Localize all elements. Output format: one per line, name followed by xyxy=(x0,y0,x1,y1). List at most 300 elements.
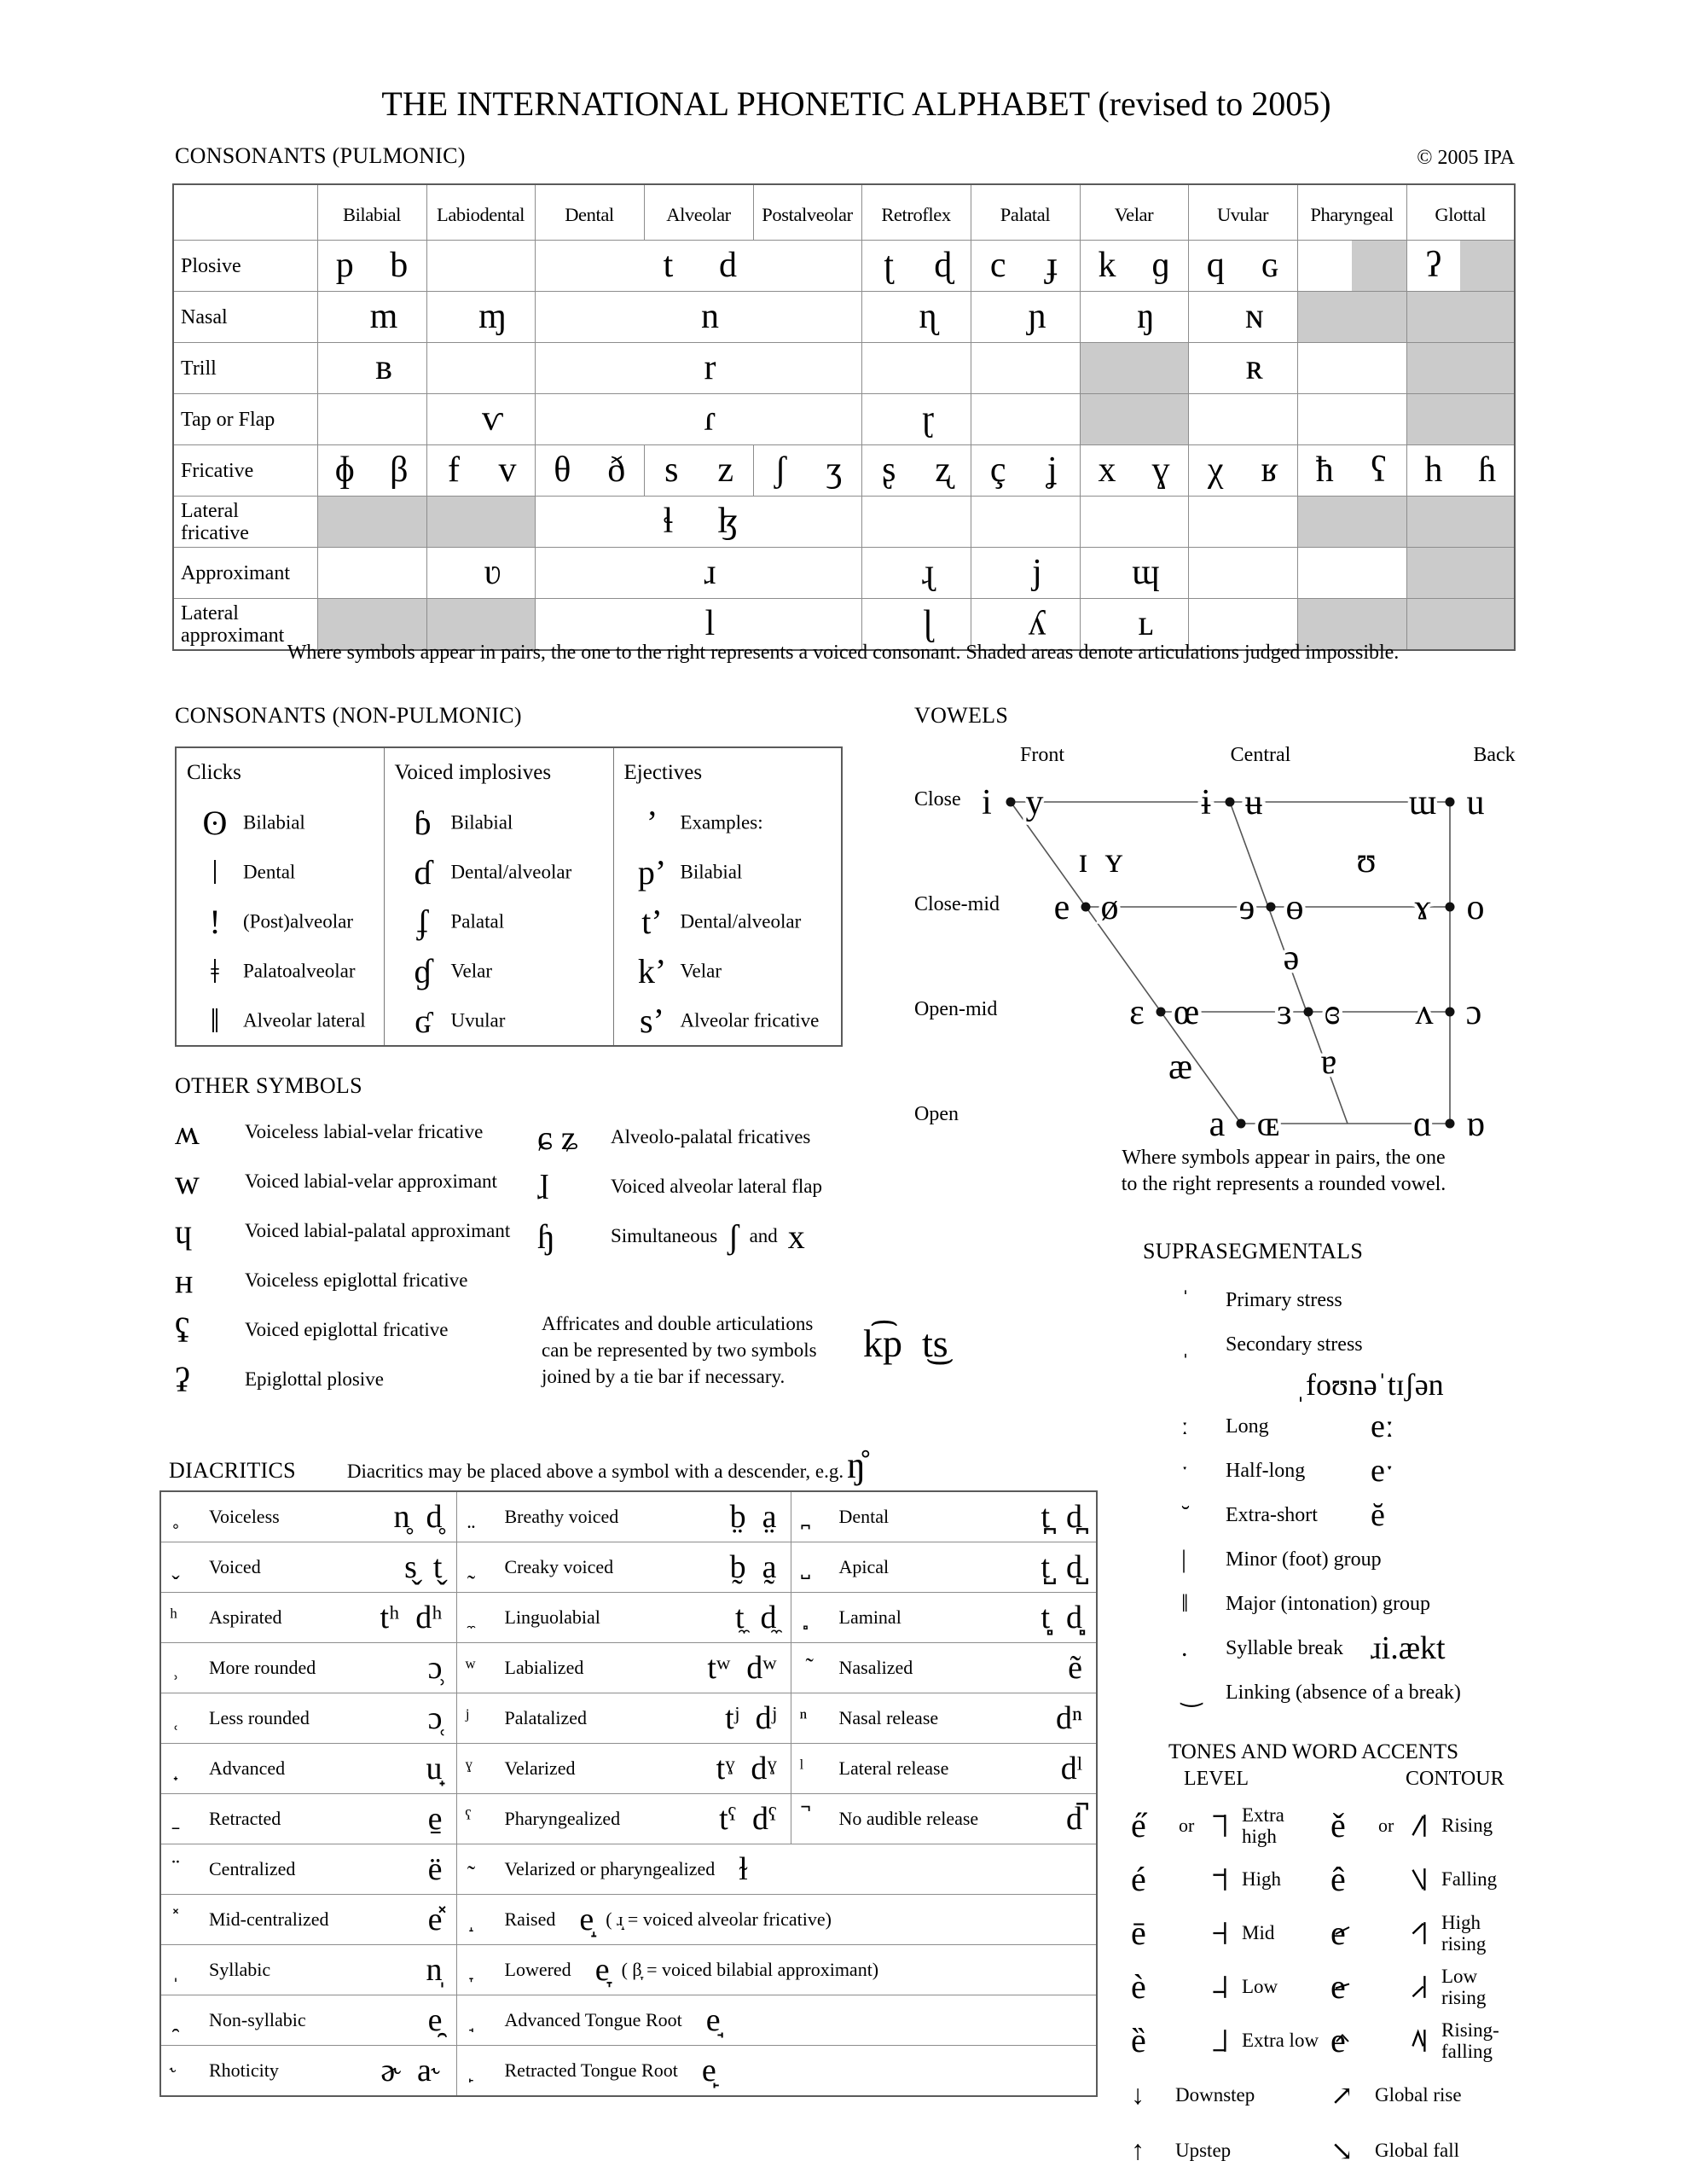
pulmonic-ph: Postalveolar xyxy=(762,204,853,225)
vowel-e: e xyxy=(1053,888,1070,927)
and-text: and xyxy=(749,1225,778,1246)
diacritics-dy: ʲ xyxy=(465,1705,469,1731)
vowel-note-line1: Where symbols appear in pairs, the one xyxy=(1122,1147,1446,1169)
nonpulmonic-npl: Palatoalveolar xyxy=(243,960,356,981)
diacritics-cell-r1-c1 xyxy=(456,1542,791,1593)
pulmonic-cell-r3-c2 xyxy=(426,343,535,394)
suprasegmental-item xyxy=(1181,1493,1642,1537)
vowel-reversed-epsilon: ɜ xyxy=(1277,993,1292,1032)
ipa-symbol: ʜ xyxy=(175,1261,194,1300)
diacritics-dl: Velarized or pharyngealized xyxy=(504,1858,716,1879)
pulmonic-cell-r0-c1 xyxy=(317,184,426,241)
vowel-barred-i: ɨ xyxy=(1201,783,1211,822)
diacritics-dy: ̞ xyxy=(465,1956,472,1983)
diacritics-cell-r1-c2 xyxy=(791,1542,1097,1593)
tone-step-item xyxy=(1131,2123,1332,2178)
tone-contour-item xyxy=(1330,1852,1586,1906)
tones-contour-label: CONTOUR xyxy=(1406,1768,1504,1790)
pulmonic-cell-r6-c4 xyxy=(861,497,971,548)
nonpulmonic-npl: Examples: xyxy=(680,811,763,833)
other-symbol-item xyxy=(175,1157,542,1206)
diacritics-heading xyxy=(169,1443,1192,1487)
pulmonic-h: ɡ xyxy=(1151,246,1170,285)
pulmonic-h: ç xyxy=(989,450,1006,490)
tone-bar-icon xyxy=(1211,1974,1242,2000)
pulmonic-cell-r4-c2 xyxy=(426,394,535,445)
pulmonic-cell-r0-c6 xyxy=(861,184,971,241)
pulmonic-h: ɟ xyxy=(1046,246,1058,285)
nonpulmonic-nph: Ejectives xyxy=(623,761,703,784)
suprasegmental-label: Syllable break xyxy=(1226,1636,1343,1659)
pulmonic-cell-r0-c3 xyxy=(535,184,644,241)
pulmonic-cell-r6-c9 xyxy=(1406,497,1515,548)
diacritics-dl: Advanced Tongue Root xyxy=(504,2009,682,2030)
diacritics-dy: ̟ xyxy=(170,1755,176,1781)
suprasegmental-label: Major (intonation) group xyxy=(1226,1592,1430,1615)
pulmonic-h: b xyxy=(390,246,409,285)
pulmonic-cell-r2-c4 xyxy=(861,292,971,343)
pulmonic-cell-r7-c1 xyxy=(317,548,426,599)
nonpulmonic-cell-r0-c0 xyxy=(176,747,384,798)
suprasegmental-item xyxy=(1181,1449,1642,1493)
diacritics-dx: u̟ xyxy=(426,1751,443,1786)
tone-label: Global rise xyxy=(1375,2083,1462,2106)
pulmonic-cell-r2-c6 xyxy=(1080,292,1188,343)
pulmonic-s: ɴ xyxy=(1245,297,1264,336)
diacritics-cell-r6-c1 xyxy=(456,1794,791,1844)
diacritics-cell-r2-c0 xyxy=(160,1593,456,1643)
pulmonic-cell-r7-c4 xyxy=(861,548,971,599)
vowel-oe: œ xyxy=(1173,993,1200,1032)
pulmonic-cell-r7-c5 xyxy=(971,548,1080,599)
diacritics-dl: Rhoticity xyxy=(209,2059,279,2081)
page-title: THE INTERNATIONAL PHONETIC ALPHABET (revised to 2005) xyxy=(381,84,1331,123)
pulmonic-cell-r7-c0 xyxy=(173,548,317,599)
pulmonic-cell-r3-c1 xyxy=(317,343,426,394)
pulmonic-cell-r3-c6 xyxy=(1080,343,1188,394)
diacritics-cell-r11-c0 xyxy=(160,2046,456,2097)
tone-label: Low xyxy=(1242,1976,1278,1997)
tone-label: Falling xyxy=(1441,1868,1498,1890)
nonpulmonic-npl: Palatal xyxy=(450,910,505,932)
pulmonic-cell-r3-c8 xyxy=(1297,343,1406,394)
diacritics-cell-r3-c0 xyxy=(160,1643,456,1693)
diacritics-dl: Non-syllabic xyxy=(209,2009,306,2030)
other-symbol-item xyxy=(175,1305,542,1355)
pulmonic-s: ɾ xyxy=(704,399,716,439)
vowel-i: i xyxy=(982,783,992,822)
diacritics-dy: ̜ xyxy=(170,1705,176,1731)
diacritics-dy: ̯ xyxy=(170,2007,176,2033)
pulmonic-cell-r5-c0 xyxy=(173,445,317,497)
affricates-note-line2: can be represented by two symbols xyxy=(542,1339,817,1361)
pulmonic-cell-r7-c7 xyxy=(1188,548,1297,599)
diacritics-dx: tʰ dʰ xyxy=(380,1600,443,1635)
pulmonic-cell-r7-c2 xyxy=(426,548,535,599)
suprasegmental-example: eː xyxy=(1371,1409,1394,1444)
pulmonic-s: ʎ xyxy=(1028,604,1046,643)
suprasegmental-label: Linking (absence of a break) xyxy=(1226,1681,1461,1704)
nonpulmonic-npl: Alveolar lateral xyxy=(243,1009,366,1031)
tone-contour-item xyxy=(1330,1798,1586,1852)
vowel-rams-horn: ɤ xyxy=(1414,888,1431,927)
simultaneous-label: Simultaneous xyxy=(611,1225,718,1246)
ipa-symbol-label: Voiced labial-velar approximant xyxy=(245,1170,497,1192)
pulmonic-rl: Lateral xyxy=(181,499,239,522)
diacritics-cell-r3-c1 xyxy=(456,1643,791,1693)
diacritics-dl: Labialized xyxy=(504,1657,584,1678)
tone-glide-item xyxy=(1330,2067,1586,2123)
nonpulmonic-npl: Dental/alveolar xyxy=(450,861,572,882)
pulmonic-cell-r1-c8 xyxy=(1297,241,1406,292)
vowel-central-label: Central xyxy=(1230,744,1291,766)
tone-bar-icon xyxy=(1411,1813,1441,1838)
pulmonic-cell-r4-c8 xyxy=(1297,394,1406,445)
diacritics-dl: Mid-centralized xyxy=(209,1908,329,1930)
pulmonic-cell-r2-c5 xyxy=(971,292,1080,343)
diacritics-dx: t̪ d̪ xyxy=(1041,1499,1082,1535)
vowel-note xyxy=(1096,1145,1471,1198)
nonpulmonic-cell-r1-c0 xyxy=(176,798,384,847)
diacritics-dx: n̩ xyxy=(426,1952,443,1988)
diacritics-dl: Nasal release xyxy=(838,1707,939,1728)
tone-bar-icon xyxy=(1211,1867,1242,1892)
vowel-note-line2: to the right represents a rounded vowel. xyxy=(1121,1173,1446,1195)
tone-letter-example: ě xyxy=(1330,1806,1346,1844)
diacritics-example: ŋ̊ xyxy=(847,1444,866,1486)
pulmonic-cell-r1-c6 xyxy=(1080,241,1188,292)
pulmonic-cell-r2-c3 xyxy=(535,292,861,343)
vowel-small-i: ɪ xyxy=(1078,841,1088,880)
diacritics-dy: ̠ xyxy=(170,1805,176,1832)
diacritics-dy: ʰ xyxy=(170,1604,177,1630)
esh-symbol: ʃ xyxy=(728,1217,739,1256)
pulmonic-h: ʒ xyxy=(826,450,843,490)
tone-label: Low rising xyxy=(1441,1965,1487,2008)
nonpulmonic-npl: Velar xyxy=(450,960,493,981)
diacritics-dx: b̤ a̤ xyxy=(729,1499,777,1535)
diacritics-cell-r0-c2 xyxy=(791,1491,1097,1542)
tone-glide-item xyxy=(1330,2123,1586,2178)
vowel-close-label: Close xyxy=(914,788,961,810)
nonpulmonic-cell-r3-c0 xyxy=(176,897,384,946)
nonpulmonic-nps: ǃ xyxy=(209,902,221,941)
tones-level-list xyxy=(1131,1798,1332,2178)
diacritics-dy: ̻ xyxy=(799,1604,806,1630)
pulmonic-s: ʋ xyxy=(484,553,501,592)
pulmonic-s: ɰ xyxy=(1132,553,1160,592)
nonpulmonic-nps: sʼ xyxy=(640,1001,664,1040)
nonpulmonic-nps: ɠ xyxy=(414,951,432,990)
pulmonic-h: ʈ xyxy=(884,246,895,285)
pulmonic-cell-r6-c6 xyxy=(1080,497,1188,548)
ipa-symbol-label: Voiced epiglottal fricative xyxy=(245,1319,449,1340)
nonpulmonic-nps: ʛ xyxy=(415,1001,431,1040)
diacritics-dl: Linguolabial xyxy=(504,1606,600,1628)
vowel-a: a xyxy=(1209,1105,1226,1144)
pulmonic-s: ɲ xyxy=(1028,297,1046,336)
diacritics-dl: Breathy voiced xyxy=(504,1506,619,1527)
pulmonic-rl: Tap or Flap xyxy=(181,408,275,431)
diacritics-dl: Voiced xyxy=(209,1556,261,1577)
tone-letter-example: ȅ xyxy=(1131,2021,1146,2059)
pulmonic-s: ɽ xyxy=(922,399,934,439)
pulmonic-cell-r5-c7 xyxy=(971,445,1080,497)
diacritics-dx: e̝ xyxy=(579,1902,594,1937)
tone-letter-example: e xyxy=(1330,1966,1378,2007)
diacritics-dl: Advanced xyxy=(209,1757,286,1779)
diacritics-title: DIACRITICS xyxy=(169,1458,296,1483)
pulmonic-cell-r3-c9 xyxy=(1406,343,1515,394)
pulmonic-h: ð xyxy=(607,450,626,490)
diacritics-cell-r1-c0 xyxy=(160,1542,456,1593)
ipa-symbol: w xyxy=(175,1162,200,1201)
diacritics-cell-r7-c0 xyxy=(160,1844,456,1895)
pulmonic-cell-r5-c6 xyxy=(861,445,971,497)
tone-bar-icon xyxy=(1411,1974,1441,2000)
suprasegmental-label: Half-long xyxy=(1226,1459,1306,1482)
pulmonic-cell-r0-c5 xyxy=(753,184,861,241)
pulmonic-s: j xyxy=(1032,553,1042,592)
pulmonic-h: f xyxy=(448,450,460,490)
diacritics-dy: ̼ xyxy=(465,1604,472,1630)
tone-bar-icon xyxy=(1211,2028,1242,2053)
suprasegmental-item xyxy=(1181,1278,1642,1322)
suprasegmental-symbol: ˌ xyxy=(1181,1330,1190,1358)
nonpulmonic-nps: ɓ xyxy=(414,803,432,842)
suprasegmental-item xyxy=(1181,1322,1642,1404)
vowel-capital-oe: ɶ xyxy=(1256,1105,1280,1144)
diacritics-note: Diacritics may be placed above a symbol with a descender, e.g. xyxy=(346,1461,844,1482)
pulmonic-s: ɭ xyxy=(923,604,933,643)
suprasegmental-symbol: ‖ xyxy=(1181,1589,1189,1618)
diacritics-dx: e̽ xyxy=(427,1902,443,1937)
nonpulmonic-cell-r4-c2 xyxy=(613,946,842,996)
nonpulmonic-nph: Voiced implosives xyxy=(394,761,552,784)
diacritics-dx: dⁿ xyxy=(1056,1700,1082,1736)
pulmonic-h: ɸ xyxy=(334,450,355,490)
pulmonic-ph: Alveolar xyxy=(666,204,731,225)
nonpulmonic-cell-r1-c2 xyxy=(613,798,842,847)
suprasegmentals-list xyxy=(1181,1278,1642,1715)
diacritics-dx: tʲ dʲ xyxy=(725,1700,777,1736)
pulmonic-cell-r0-c8 xyxy=(1080,184,1188,241)
diacritics-table xyxy=(159,1490,1098,2097)
pulmonic-cell-r3-c4 xyxy=(861,343,971,394)
pulmonic-cell-r5-c1 xyxy=(317,445,426,497)
tone-bar-icon xyxy=(1211,1920,1242,1946)
diacritics-dy: ̤ xyxy=(465,1503,472,1530)
tone-level-item xyxy=(1131,1906,1332,1960)
vowel-open-label: Open xyxy=(914,1103,959,1125)
diacritics-dx: e̠ xyxy=(427,1801,443,1837)
diacritics-cell-r4-c0 xyxy=(160,1693,456,1744)
diacritics-cell-r10-c1 xyxy=(456,1995,1097,2046)
diacritics-cell-r5-c0 xyxy=(160,1744,456,1794)
or-text: or xyxy=(1378,1814,1394,1836)
vowel-o: o xyxy=(1466,888,1485,927)
diacritics-dl: Lateral release xyxy=(838,1757,949,1779)
pulmonic-cell-r1-c7 xyxy=(1188,241,1297,292)
nonpulmonic-cell-r2-c0 xyxy=(176,847,384,897)
pulmonic-h: p xyxy=(335,246,354,285)
pulmonic-h sh xyxy=(1352,241,1406,291)
ipa-symbol: ɥ xyxy=(175,1211,192,1251)
other-symbols-left-list xyxy=(175,1107,542,1404)
other-symbol-item xyxy=(175,1355,542,1404)
pulmonic-cell-r0-c4 xyxy=(644,184,753,241)
diacritics-dy: ˞ xyxy=(170,2057,178,2083)
ipa-symbol-label: Voiceless labial-velar fricative xyxy=(245,1121,484,1142)
pulmonic-cell-r4-c0 xyxy=(173,394,317,445)
pulmonic-s: ɳ xyxy=(919,297,937,336)
vowel-barred-o: ɵ xyxy=(1285,888,1304,927)
tone-bar-icon xyxy=(1411,1920,1441,1946)
pulmonic-cell-r6-c2 xyxy=(426,497,535,548)
tone-label: Extra low xyxy=(1242,2030,1319,2051)
diacritics-cell-r2-c1 xyxy=(456,1593,791,1643)
ipa-symbol-label: Voiceless epiglottal fricative xyxy=(245,1269,468,1291)
diacritics-dx: d̚ xyxy=(1066,1801,1082,1837)
pulmonic-h: ɣ xyxy=(1151,450,1170,490)
diacritics-cell-r4-c2 xyxy=(791,1693,1097,1744)
tone-bar-icon xyxy=(1211,1813,1242,1838)
nonpulmonic-cell-r4-c0 xyxy=(176,946,384,996)
vowel-turned-m: ɯ xyxy=(1408,783,1437,822)
diacritics-cell-r11-c1 xyxy=(456,2046,1097,2097)
pulmonic-cell-r1-c4 xyxy=(861,241,971,292)
diacritics-dx: b̰ a̰ xyxy=(729,1549,777,1585)
pulmonic-cell-r6-c3 xyxy=(535,497,861,548)
pulmonic-s: r xyxy=(704,348,716,387)
pulmonic-s: ɹ xyxy=(704,553,716,592)
tone-label: Upstep xyxy=(1175,2139,1232,2161)
tone-letter-example: ē xyxy=(1131,1914,1146,1952)
pulmonic-ph: Glottal xyxy=(1435,204,1487,225)
pulmonic-h: ʔ xyxy=(1425,246,1442,285)
diacritics-dx: t̼ d̼ xyxy=(734,1600,777,1635)
pulmonic-cell-r7-c9 xyxy=(1406,548,1515,599)
diacritics-dy: ̥ xyxy=(170,1503,176,1530)
tones-level-label: LEVEL xyxy=(1184,1768,1249,1790)
vowel-turned-v: ʌ xyxy=(1415,993,1434,1032)
pulmonic-w: ɮ xyxy=(717,502,739,541)
ipa-symbol-label: Voiced alveolar lateral flap xyxy=(611,1176,822,1197)
diacritics-cell-r10-c0 xyxy=(160,1995,456,2046)
vowel-upsilon: ʊ xyxy=(1356,841,1377,880)
diacritics-dl: Less rounded xyxy=(209,1707,310,1728)
ipa-symbol: ʍ xyxy=(175,1112,200,1152)
diacritics-dy: ̘ xyxy=(465,2007,472,2033)
vowel-chart xyxy=(930,751,1527,1152)
tones-contour-list xyxy=(1330,1798,1586,2178)
pulmonic-s: ŋ xyxy=(1137,297,1155,336)
diacritics-dx: t̺ d̺ xyxy=(1041,1549,1082,1585)
pulmonic-cell-r2-c2 xyxy=(426,292,535,343)
suprasegmental-label: Primary stress xyxy=(1226,1288,1342,1311)
suprasegmental-symbol: ‿ xyxy=(1181,1678,1203,1707)
ipa-symbol-label: Alveolo-palatal fricatives xyxy=(611,1126,811,1147)
pulmonic-cell-r1-c3 xyxy=(535,241,861,292)
pulmonic-s: ɱ xyxy=(478,297,507,336)
diacritics-dy: ̃ xyxy=(799,1654,806,1681)
diacritics-dl: Centralized xyxy=(209,1858,296,1879)
nonpulmonic-npl: Bilabial xyxy=(450,811,513,833)
vowels-section-title: VOWELS xyxy=(914,703,1009,728)
diacritics-dx: tˠ dˠ xyxy=(716,1751,777,1786)
pulmonic-rl: Plosive xyxy=(181,254,241,277)
pulmonic-ph: Labiodental xyxy=(436,204,525,225)
other-symbol-item xyxy=(175,1256,542,1305)
suprasegmental-label: Secondary stress xyxy=(1226,1333,1363,1356)
vowel-turned-a: ɐ xyxy=(1320,1043,1337,1082)
diacritics-dy: ˤ xyxy=(465,1805,472,1832)
diacritics-dy: ̙ xyxy=(465,2057,472,2083)
pulmonic-h: ʐ xyxy=(935,450,952,490)
tone-contour-item xyxy=(1330,2013,1586,2067)
suprasegmental-example: ɹi.ækt xyxy=(1371,1630,1446,1666)
pulmonic-consonants-table xyxy=(172,183,1516,651)
diacritics-dl: Pharyngealized xyxy=(504,1808,621,1829)
pulmonic-ph: Velar xyxy=(1114,204,1154,225)
nonpulmonic-nps: ǂ xyxy=(211,951,219,990)
nonpulmonic-nps: ʼ xyxy=(646,803,658,842)
pulmonic-cell-r3-c3 xyxy=(535,343,861,394)
diacritics-cell-r0-c0 xyxy=(160,1491,456,1542)
tone-letter-example: e xyxy=(1330,2020,1378,2060)
diacritics-dy: ̈ xyxy=(170,1856,176,1882)
pulmonic-w: d xyxy=(719,246,737,285)
pulmonic-cell-r2-c8 xyxy=(1297,292,1406,343)
tones-title: TONES AND WORD ACCENTS xyxy=(1168,1740,1459,1763)
suprasegmental-item xyxy=(1181,1582,1642,1626)
pulmonic-h: χ xyxy=(1207,450,1224,490)
diacritics-dy: ̚ xyxy=(799,1805,806,1832)
diacritics-dx: e̞ xyxy=(594,1952,610,1988)
nonpulmonic-npl: (Post)alveolar xyxy=(243,910,354,932)
diacritics-cell-r7-c1 xyxy=(456,1844,1097,1895)
nonpulmonic-cell-r2-c1 xyxy=(384,847,613,897)
diacritics-dl: Lowered xyxy=(504,1959,571,1980)
glide-arrow-icon: ↘ xyxy=(1330,2135,1354,2166)
suprasegmental-item xyxy=(1181,1670,1642,1715)
diacritics-cell-r9-c0 xyxy=(160,1945,456,1995)
pulmonic-cell-r4-c9 xyxy=(1406,394,1515,445)
pulmonic-s: ⱱ xyxy=(481,399,504,439)
copyright: © 2005 IPA xyxy=(1417,147,1515,169)
diacritics-dl: Retracted Tongue Root xyxy=(504,2059,678,2081)
pulmonic-h: ɦ xyxy=(1478,450,1497,490)
tone-label: Rising-falling xyxy=(1441,2018,1499,2062)
pulmonic-rl: approximant xyxy=(181,624,285,647)
diacritics-dx: ɫ xyxy=(739,1851,748,1887)
nonpulmonic-cell-r1-c1 xyxy=(384,798,613,847)
diacritics-dx: tʷ dʷ xyxy=(707,1650,777,1686)
diacritics-dx: tˤ dˤ xyxy=(719,1801,777,1837)
diacritics-dy: ̹ xyxy=(170,1654,176,1681)
diacritics-dn: ( ɹ̝ = voiced alveolar fricative) xyxy=(606,1908,832,1930)
diacritics-cell-r4-c1 xyxy=(456,1693,791,1744)
diacritics-dy: ⁿ xyxy=(799,1705,808,1731)
tone-letter-example: e xyxy=(1330,1913,1378,1953)
pulmonic-cell-r0-c0 xyxy=(173,184,317,241)
nonpulmonic-nps: ǀ xyxy=(211,852,218,892)
pulmonic-h: ʂ xyxy=(882,450,896,490)
pulmonic-cell-r6-c5 xyxy=(971,497,1080,548)
suprasegmental-symbol: ː xyxy=(1181,1412,1189,1440)
pulmonic-h: ʝ xyxy=(1046,450,1058,490)
nonpulmonic-nps: tʼ xyxy=(641,902,663,941)
